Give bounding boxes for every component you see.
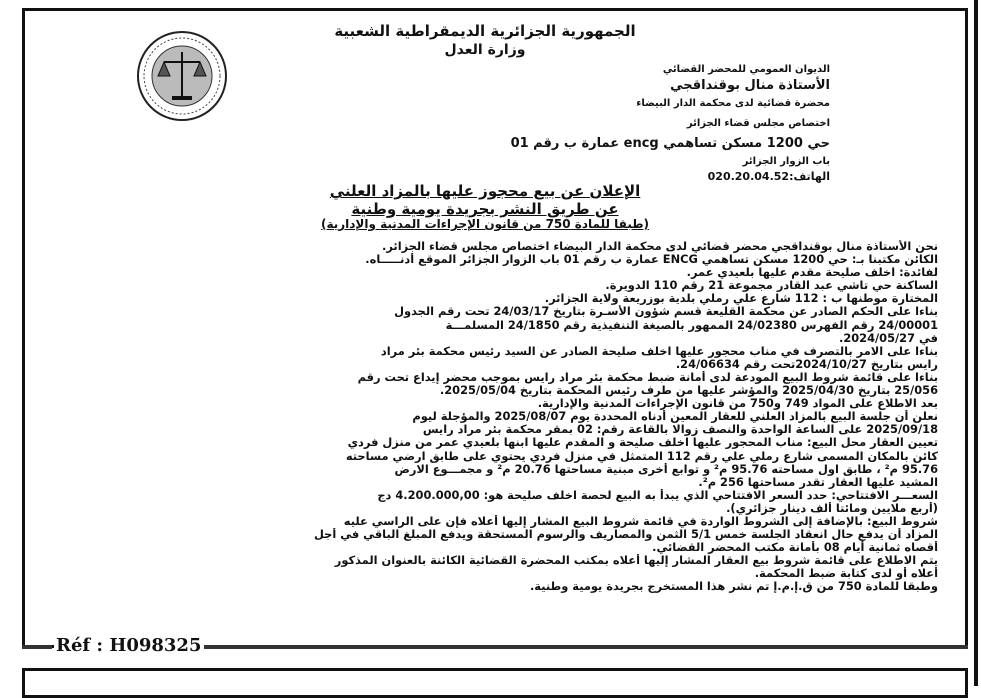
notice-subtitle: عن طريق النشر بجريدة يومية وطنية bbox=[351, 200, 619, 218]
body-line: يتم الاطلاع على قائمة شروط بيع العقار المشار إليها أعلاه بمكتب المحضرة القضائية الكائنة بالعنوان المذكور bbox=[334, 554, 938, 568]
body-line: السعـــر الافتتاحي: حدد السعر الافتتاحي الذي يبدأ به البيع لحصة اخلف صليحة هو: 4.200.000,00 دج bbox=[377, 488, 938, 502]
reference-rule-right bbox=[190, 645, 968, 649]
body-line: بناءا على قائمة شروط البيع المودعة لدى أمانة ضبط محكمة بئر مراد رايس بموجب محضر إيداع تحت رقم bbox=[357, 370, 938, 384]
body-line: رايس بتاريخ 2024/10/27تحت رقم 24/06634. bbox=[675, 357, 938, 371]
page-edge-bar bbox=[974, 0, 978, 686]
body-line: بناءا على الحكم الصادر عن محكمة القليعة قسم شؤون الأسـرة بتاريخ 24/03/17 تحت رقم الجدول bbox=[394, 305, 938, 319]
body-line: الساكنة حي تاشي عبد القادر مجموعة 21 رقم 110 الدويرة. bbox=[605, 279, 938, 293]
reference-rule-left bbox=[22, 645, 52, 649]
body-line: كائن بالمكان المسمى شارع رملي علي رقم 112 المتمثل في منزل فردي يحتوي على طابق ارضي مساحته bbox=[345, 449, 938, 463]
body-line: 25/056 بتاريخ 2025/04/30 والمؤشر عليها من طرف رئيس المحكمة بتاريخ 2025/05/04. bbox=[439, 384, 938, 398]
body-line: نحن الأستاذة منال بوقنداقجي محضر قضائي لدى محكمة الدار البيضاء اختصاص مجلس قضاء الجزائر. bbox=[382, 240, 938, 253]
body-line: أقصاه ثمانية أيام 08 بأمانة مكتب المحضر القضائي. bbox=[652, 541, 938, 555]
bailiff-phone: الهاتف:020.20.04.52 bbox=[707, 170, 830, 183]
body-line: وطبقا للمادة 750 من ق.إ.م.إ تم نشر هذا المستخرج بجريدة يومية وطنية. bbox=[529, 580, 938, 594]
body-line: (أربع ملايين ومائتا ألف دينار جزائري). bbox=[726, 501, 938, 515]
bailiff-jurisdiction: اختصاص مجلس قضاء الجزائر bbox=[686, 118, 830, 129]
notice-body bbox=[138, 240, 938, 594]
bailiff-address-2: باب الزوار الجزائر bbox=[742, 156, 830, 167]
body-line: نعلن أن جلسة البيع بالمزاد العلني للعقار المعين أدناه المحددة يوم 2025/08/07 والمؤجلة ليوم bbox=[412, 410, 938, 424]
body-line: 95.76 م² ، طابق اول مساحته 95.76 م² و توابع أخرى مبنية مساحتها 20.76 م² و مجمـــوع الارض bbox=[394, 462, 938, 476]
bailiff-office: الديوان العمومي للمحضر القضائي bbox=[662, 64, 830, 75]
body-line: لفائدة: اخلف صليحة مقدم عليها بلعيدي عمر. bbox=[686, 266, 938, 280]
body-line: أعلاه أو لدى كتابة ضبط المحكمة. bbox=[754, 567, 938, 581]
justice-seal-icon bbox=[132, 28, 232, 124]
body-line: تعيين العقار محل البيع: مناب المحجور عليها اخلف صليحة و المقدم عليها ابنها بلعيدي عمر من منزل فردي bbox=[347, 436, 938, 450]
body-line: شروط البيع: بالإضافة إلى الشروط الواردة في قائمة شروط البيع المشار إليها أعلاه فإن على الراسي عليه bbox=[343, 514, 938, 528]
body-line: الكائن مكتبنا بـ: حي 1200 مسكن تساهمي ENCG عمارة ب رقم 01 باب الزوار الجزائر الموقع أدنـــــاه. bbox=[365, 253, 938, 267]
republic-heading: الجمهورية الجزائرية الديمقراطية الشعبية bbox=[334, 22, 636, 40]
body-line: 2025/09/18 على الساعة الواحدة والنصف زوالا بالقاعة رقم: 02 بمقر محكمة بئر مراد رايس bbox=[422, 423, 938, 437]
body-line: في 2024/05/27. bbox=[838, 331, 938, 345]
notice-legal-basis: (طبقا للمادة 750 من قانون الإجراءات المدنية والإدارية) bbox=[320, 217, 650, 231]
notice-title: الإعلان عن بيع محجوز عليها بالمزاد العلني bbox=[329, 182, 641, 200]
body-line: المختارة موطنها ب : 112 شارع علي رملي بلدية بوزريعة ولاية الجزائر. bbox=[544, 292, 938, 306]
reference-number: Réf : H098325 bbox=[56, 635, 202, 656]
body-line: 24/00001 رقم الفهرس 24/02380 الممهور بالصيغة التنفيذية رقم 24/1850 المسلمـــة bbox=[445, 318, 938, 332]
body-line: المزاد أن يدفع حال انعقاد الجلسة خمس 5/1 الثمن والمصاريف والرسوم المستحقة ويدفع المبلغ الباقي في أجل bbox=[313, 528, 938, 542]
body-line: المشيد عليها العقار تقدر مساحتها 256 م². bbox=[698, 475, 938, 489]
bailiff-name: الأستاذة منال بوقنداقجي bbox=[670, 78, 830, 93]
ministry-heading: وزارة العدل bbox=[444, 42, 526, 58]
reference-bar bbox=[22, 633, 968, 661]
bailiff-court: محضرة قضائية لدى محكمة الدار البيضاء bbox=[636, 98, 830, 109]
body-line: بعد الاطلاع على المواد 749 و750 من قانون الإجراءات المدنية والإدارية. bbox=[537, 397, 938, 411]
next-notice-frame bbox=[22, 668, 968, 698]
bailiff-address-1: حي 1200 مسكن تساهمي encg عمارة ب رقم 01 bbox=[510, 136, 830, 151]
body-line: بناءا على الامر بالتصرف في مناب محجور عليها اخلف صليحة الصادر عن السيد رئيس محكمة بئر مراد bbox=[380, 344, 938, 358]
